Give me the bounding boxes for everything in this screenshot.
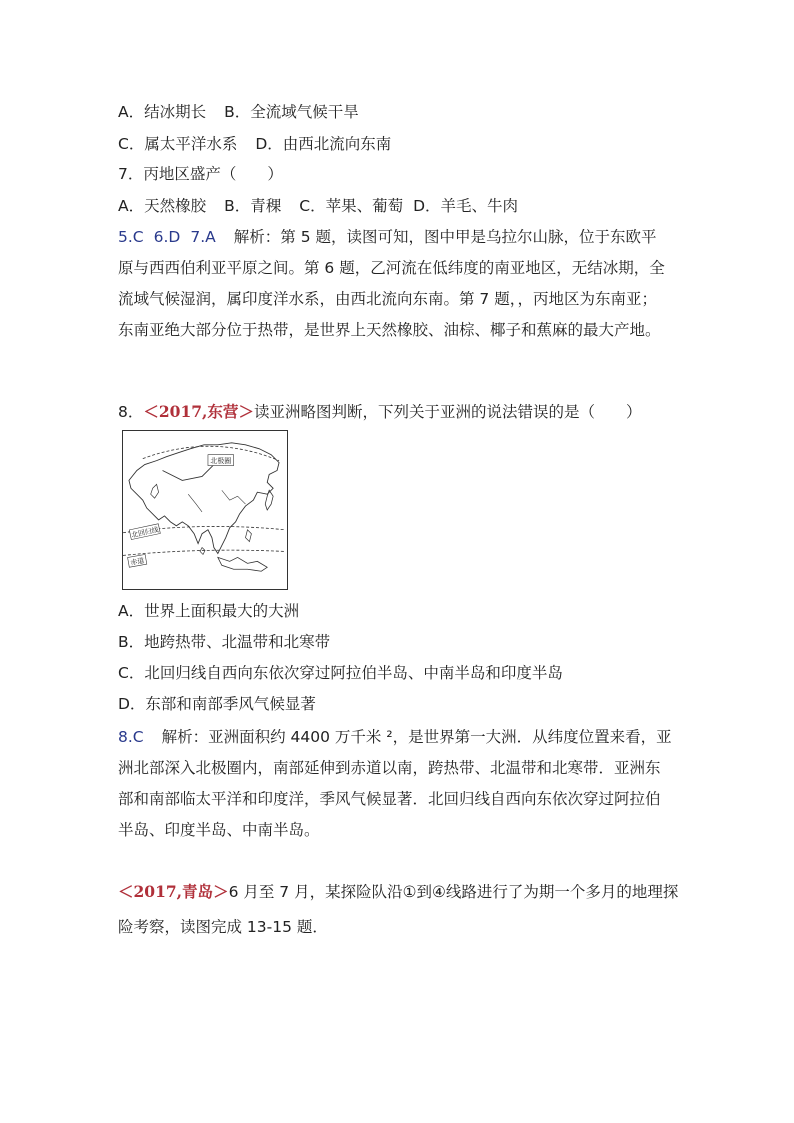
answer-5-7-line1 xyxy=(118,227,656,247)
answer-8-line2: 洲北部深入北极圈内，南部延伸到赤道以南，跨热带、北温带和北寒带．亚洲东 xyxy=(118,759,661,777)
q6-option-a: A．结冰期长 xyxy=(118,103,207,121)
q7-option-b: B．青稞 xyxy=(224,197,282,215)
q7-options xyxy=(118,196,518,216)
answer-8-line3: 部和南部临太平洋和印度洋，季风气候显著．北回归线自西向东依次穿过阿拉伯 xyxy=(118,790,661,808)
tropic-label: 北回归线 xyxy=(130,525,160,540)
q8-option-a: A．世界上面积最大的大洲 xyxy=(118,602,300,620)
q8-option-d: D．东部和南部季风气候显著 xyxy=(118,695,316,713)
river-line xyxy=(222,490,246,504)
q7-option-d: D．羊毛、牛肉 xyxy=(413,197,519,215)
q8-number: 8． xyxy=(118,403,144,421)
q8-source: 2017,东营 xyxy=(158,402,239,421)
q7-stem: 7．丙地区盛产（ ） xyxy=(118,165,283,183)
caspian-outline xyxy=(151,484,159,498)
q6-option-c: C．属太平洋水系 xyxy=(118,135,238,153)
q8-option-c: C．北回归线自西向东依次穿过阿拉伯半岛、中南半岛和印度半岛 xyxy=(118,664,563,682)
intro-13-15-line1 xyxy=(118,882,678,902)
answer-5: 5.C xyxy=(118,228,144,246)
sri-lanka-outline xyxy=(200,548,205,555)
asia-map-drawing xyxy=(123,431,287,589)
answer-5-7-line3: 流域气候湿润，属印度洋水系，由西北流向东南。第 7 题，，丙地区为东南亚； xyxy=(118,290,657,308)
answer-5-7-line4: 东南亚绝大部分位于热带，是世界上天然橡胶、油棕、椰子和蕉麻的最大产地。 xyxy=(118,321,661,339)
q8-option-b: B．地跨热带、北温带和北寒带 xyxy=(118,633,331,651)
q8-source-open: ＜ xyxy=(143,403,159,421)
intro-text: 6 月至 7 月，某探险队沿①到④线路进行了为期一个多月的地理探 xyxy=(228,883,679,901)
answer-6: 6.D xyxy=(153,228,181,246)
answer-8-line4: 半岛、印度半岛、中南半岛。 xyxy=(118,821,320,839)
equator-label: 赤道 xyxy=(129,556,145,567)
intro-source-open: ＜ xyxy=(118,883,134,901)
arctic-circle-label: 北极圈 xyxy=(210,457,232,466)
q7-option-c: C．苹果、葡萄 xyxy=(299,197,404,215)
q8-source-close: ＞ xyxy=(238,403,254,421)
intro-source: 2017,青岛 xyxy=(133,882,214,901)
answer-7: 7.A xyxy=(190,228,216,246)
q6-options-cd xyxy=(118,134,391,154)
q6-option-b: B．全流域气候干旱 xyxy=(224,103,359,121)
answer-5-7-explanation: 解析：第 5 题，读图可知，图中甲是乌拉尔山脉，位于东欧平 xyxy=(233,228,657,246)
q6-options-ab xyxy=(118,102,359,122)
asia-outline xyxy=(129,443,279,554)
q8-stem: 读亚洲略图判断，下列关于亚洲的说法错误的是（ ） xyxy=(253,403,642,421)
japan-outline xyxy=(265,490,273,510)
river-line-2 xyxy=(188,494,202,512)
answer-8: 8.C xyxy=(118,728,144,746)
answer-8-line1 xyxy=(118,727,672,747)
intro-13-15-line2: 险考察，读图完成 13-15 题． xyxy=(118,918,328,936)
islands-outline xyxy=(218,557,267,571)
q6-option-d: D．由西北流向东南 xyxy=(255,135,392,153)
answer-5-7-line2: 原与西西伯利亚平原之间。第 6 题，乙河流在低纬度的南亚地区，无结冰期，全 xyxy=(118,259,665,277)
answer-8-explanation: 解析：亚洲面积约 4400 万千米 ²，是世界第一大洲．从纬度位置来看，亚 xyxy=(161,728,672,746)
asia-map xyxy=(122,430,288,590)
q8-stem-line xyxy=(118,402,641,422)
q7-option-a: A．天然橡胶 xyxy=(118,197,207,215)
philippines-outline xyxy=(245,530,251,542)
intro-source-close: ＞ xyxy=(213,883,229,901)
